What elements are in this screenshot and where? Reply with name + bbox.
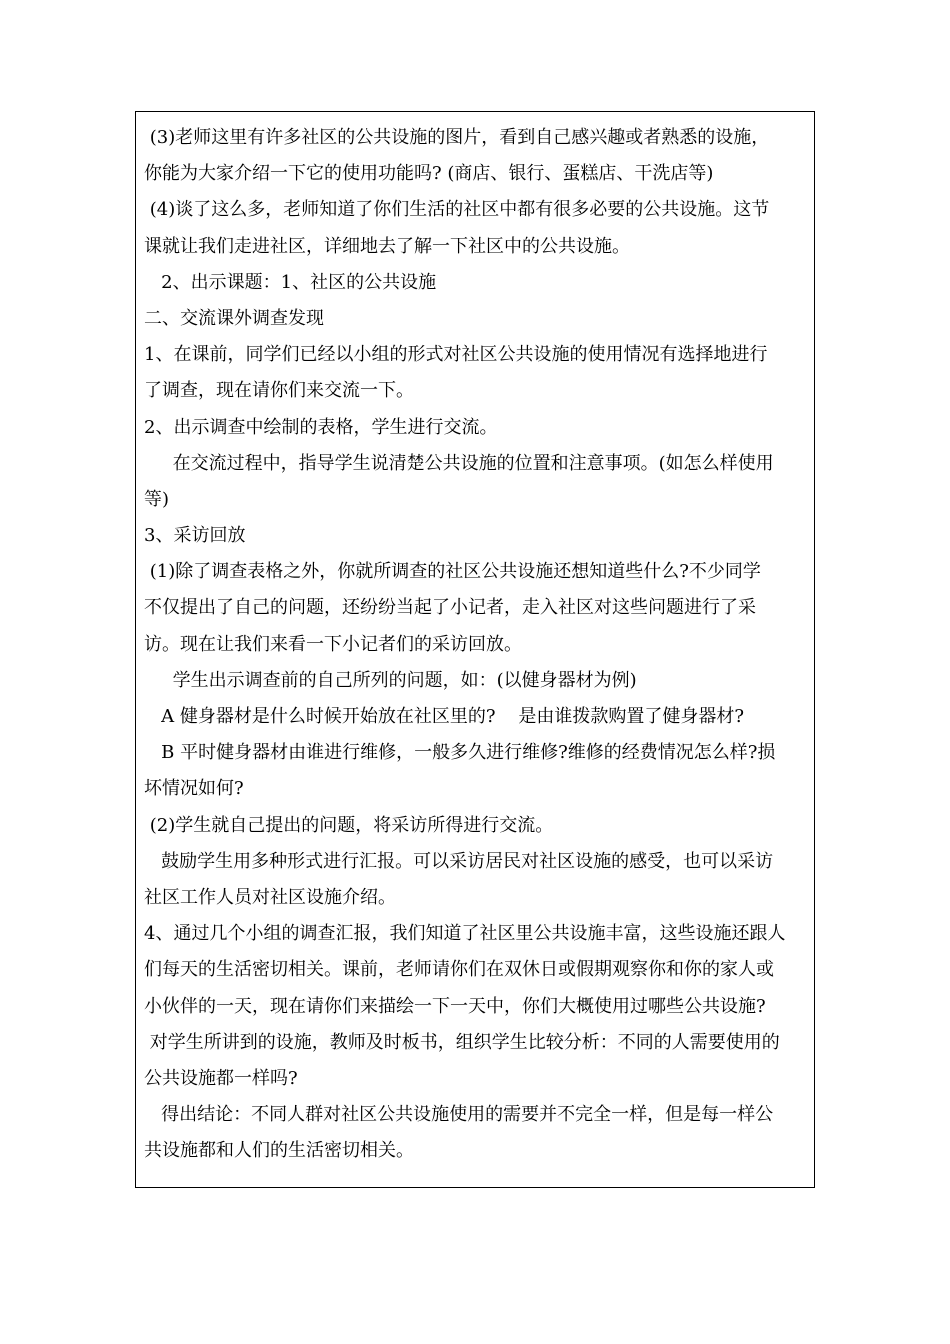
text-line: B 平时健身器材由谁进行维修，一般多久进行维修?维修的经费情况怎么样?损 [144, 742, 776, 764]
text-line: 不仅提出了自己的问题，还纷纷当起了小记者，走入社区对这些问题进行了采 [144, 597, 756, 619]
text-line: 对学生所讲到的设施，教师及时板书，组织学生比较分析：不同的人需要使用的 [144, 1031, 780, 1053]
text-line: 2、出示课题：1、社区的公共设施 [144, 271, 437, 293]
text-line: 坏情况如何? [144, 778, 244, 800]
text-line: 了调查，现在请你们来交流一下。 [144, 380, 414, 402]
text-line: 你能为大家介绍一下它的使用功能吗? (商店、银行、蛋糕店、干洗店等) [144, 163, 714, 185]
text-line: 1、在课前，同学们已经以小组的形式对社区公共设施的使用情况有选择地进行 [144, 344, 768, 366]
text-line: 共设施都和人们的生活密切相关。 [144, 1140, 414, 1162]
text-line: 等) [144, 488, 170, 510]
text-line: 2、出示调查中绘制的表格，学生进行交流。 [144, 416, 498, 438]
text-line: 3、采访回放 [144, 525, 246, 547]
text-line: 访。现在让我们来看一下小记者们的采访回放。 [144, 633, 522, 655]
text-line: A 健身器材是什么时候开始放在社区里的? 是由谁拨款购置了健身器材? [144, 706, 745, 727]
text-line: 课就让我们走进社区，详细地去了解一下社区中的公共设施。 [144, 235, 630, 257]
text-line: (3)老师这里有许多社区的公共设施的图片，看到自己感兴趣或者熟悉的设施， [144, 127, 770, 148]
text-line: 得出结论：不同人群对社区公共设施使用的需要并不完全一样，但是每一样公 [144, 1104, 774, 1126]
text-line: (1)除了调查表格之外，你就所调查的社区公共设施还想知道些什么?不少同学 [144, 561, 761, 583]
text-line: 4、通过几个小组的调查汇报，我们知道了社区里公共设施丰富，这些设施还跟人 [144, 923, 786, 945]
text-line: 学生出示调查前的自己所列的问题，如：(以健身器材为例) [144, 669, 637, 691]
text-line: (2)学生就自己提出的问题，将采访所得进行交流。 [144, 814, 554, 836]
text-line: 鼓励学生用多种形式进行汇报。可以采访居民对社区设施的感受，也可以采访 [144, 850, 774, 872]
text-line: (4)谈了这么多，老师知道了你们生活的社区中都有很多必要的公共设施。这节 [144, 199, 770, 221]
text-line: 在交流过程中，指导学生说清楚公共设施的位置和注意事项。(如怎么样使用 [144, 452, 774, 474]
text-line: 公共设施都一样吗? [144, 1067, 298, 1089]
lesson-text-body [144, 120, 810, 1169]
lesson-table-cell [135, 111, 815, 1188]
text-line: 们每天的生活密切相关。课前，老师请你们在双休日或假期观察你和你的家人或 [144, 959, 774, 981]
section-heading: 二、交流课外调查发现 [144, 307, 324, 329]
text-line: 小伙伴的一天，现在请你们来描绘一下一天中，你们大概使用过哪些公共设施? [144, 995, 766, 1017]
text-line: 社区工作人员对社区设施介绍。 [144, 886, 396, 908]
